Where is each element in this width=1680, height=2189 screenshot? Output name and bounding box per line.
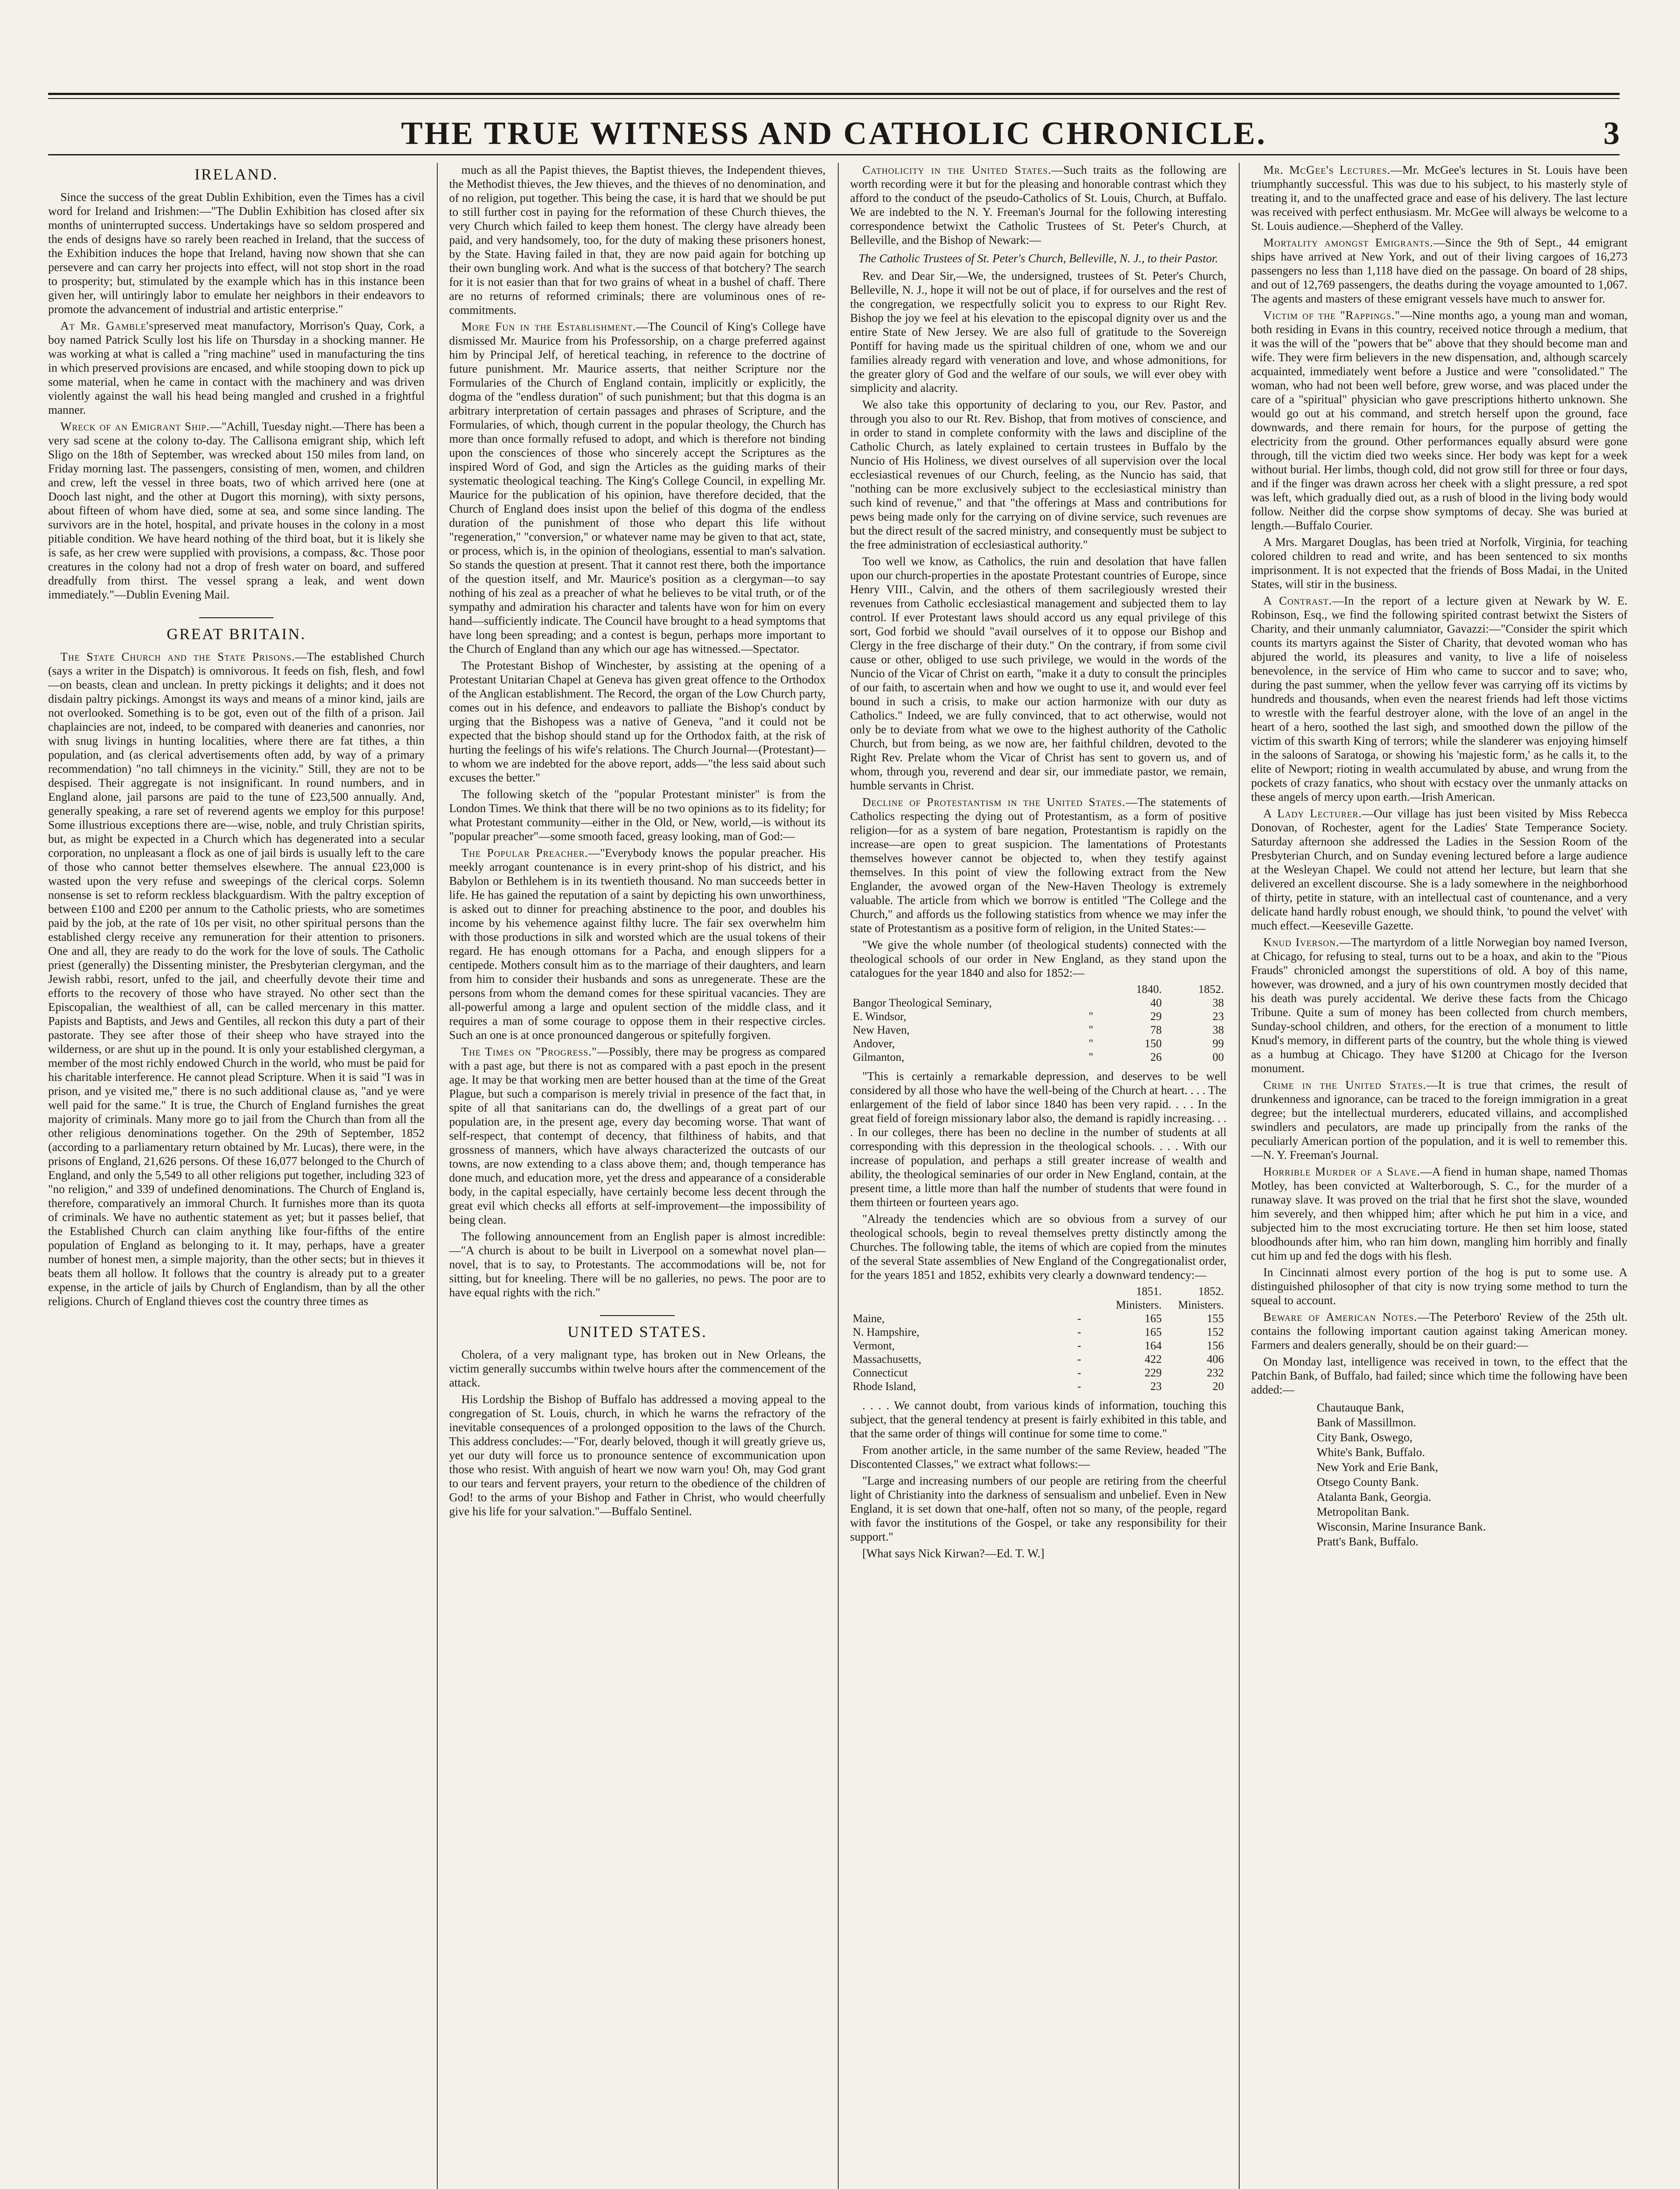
table-header-cell: 1852. — [1198, 983, 1224, 996]
article-lead: At Mr. Gamble's — [60, 319, 154, 332]
article-paragraph — [1251, 594, 1627, 804]
article-text: "Already the tendencies which are so obvious from a survey of our theological schools, begin to reveal themselves pretty distinctly among the Churches. The following table, the items of which are copied from the minutes of the several State assemblies of New England of the Congregationalist order, for the years 1851 and 1852, exhibits very clearly a downward tendency:— — [850, 1212, 1227, 1281]
article-lead: Victim of the "Rappings." — [1263, 309, 1400, 322]
bank-name: Otsego County Bank. — [1317, 1475, 1419, 1489]
article-text: Rev. and Dear Sir,—We, the undersigned, trustees of St. Peter's Church, Belleville, N. J., hope it will not be out of place, if for ourselves and the rest of the congregation, we respectfully solicit you to express to our Right Rev. Bishop the joy we feel at his elevation to the episcopal dignity over us and the entire State of New Jersey. We are also full of gratitude to the Sovereign Pontiff for having made us the spiritual children of one, whom we and our families already regard with veneration and love, and whose admonitions, for the greater glory of God and the welfare of our souls, we will ever obey with simplicity and alacrity. — [850, 269, 1227, 394]
article-lead: The Times on "Progress." — [461, 1045, 597, 1058]
table-header-cell — [1086, 982, 1102, 996]
article-lead: Mr. McGee's Lectures. — [1263, 163, 1391, 176]
article-lead: Knud Iverson. — [1263, 936, 1339, 949]
table-cell: 422 — [1145, 1353, 1162, 1365]
article-paragraph — [1251, 1355, 1627, 1397]
article-text: —The Peterboro' Review of the 25th ult. contains the following important caution against taking American money. Farmers and dealers generally, should be on their guard:— — [1251, 1310, 1627, 1351]
bank-name: Metropolitan Bank. — [1317, 1505, 1409, 1518]
table-row — [850, 1325, 1227, 1339]
article-lead: A Lady Lecturer. — [1263, 807, 1362, 820]
table-cell: 165 — [1145, 1326, 1162, 1338]
article-text: The following announcement from an English paper is almost incredible:—"A church is about to be built in Liverpool on a somewhat novel plan—novel, that is to say, to Protestants. The accommodations will be, not for sitting, but for kneeling. There will be no galleries, no pews. The poor are to have equal rights with the rich." — [449, 1230, 826, 1299]
article-text: The following sketch of the "popular Protestant minister" is from the London Times. We think that there will be no two opinions as to its fidelity; for what Protestant community—either in the Old, or New, world,—is without its "popular preacher"—some smooth faced, greasy looking, man of God:— — [449, 788, 826, 843]
article-paragraph — [850, 1546, 1227, 1560]
table-cell: 152 — [1207, 1326, 1224, 1338]
article-text: Too well we know, as Catholics, the ruin and desolation that have fallen upon our church-properties in the apostate Protestant countries of Europe, since Henry VIII., Calvin, and the others of them sacrilegiously wrested their revenues from Catholic ecclesiastical management and subjected them to lay control. If ever Protestant laws should accord us any equal privilege of this sort, God forbid we should "avail ourselves of it to oppose our Bishop and Clergy in the free discharge of their duty." On the contrary, if from some civil cause or other, obliged to use such privilege, we would in the words of the Nuncio of the Vicar of Christ on earth, "make it a duty to consult the principles of our faith, to ascertain when and how we ought to use it, and would ever feel bound in such a crisis, to make our action harmonize with our duty as Catholics." Indeed, we are fully convinced, that to act otherwise, would not only be to deviate from what we owe to the highest authority of the Catholic Church, but from being, as we now are, her faithful children, devoted to the Right Rev. Prelate whom the Vicar of Christ has sent to govern us, and of whom, through you, reverend and dear sir, our immediate pastor, we remain, humble servants in Christ. — [850, 555, 1227, 792]
article-paragraph — [850, 1212, 1227, 1282]
article-paragraph — [449, 163, 826, 317]
table-cell: Maine, — [853, 1312, 885, 1325]
table-cell: Andover, — [853, 1037, 895, 1050]
article-text: Cholera, of a very malignant type, has broken out in New Orleans, the victim generally succumbs within twelve hours after the commencement of the attack. — [449, 1348, 826, 1389]
table-cell: - — [1077, 1312, 1081, 1325]
article-paragraph — [48, 419, 425, 602]
table-header-row — [850, 982, 1227, 996]
table-cell: 406 — [1207, 1353, 1224, 1365]
article-text: [What says Nick Kirwan?—Ed. T. W.] — [862, 1547, 1044, 1560]
table-header-cell: 1852. Ministers. — [1178, 1285, 1224, 1311]
column-2 — [449, 163, 826, 2189]
table-cell: E. Windsor, — [853, 1010, 907, 1023]
table-cell: 99 — [1213, 1037, 1224, 1050]
article-paragraph — [850, 269, 1227, 395]
article-lead: Mortality amongst Emigrants. — [1263, 236, 1434, 249]
article-paragraph — [1251, 308, 1627, 532]
bank-name: Pratt's Bank, Buffalo. — [1317, 1535, 1419, 1548]
article-paragraph — [1251, 1165, 1627, 1263]
article-text: —"Achill, Tuesday night.—There has been a very sad scene at the colony to-day. The Callisona emigrant ship, which left Sligo on the 18th of September, was wrecked about 150 miles from land, on Friday morning last. The passengers, consisting of men, women, and children and crew, left the vessel in three boats, two of which arrived here (one at Dooch last night, and the other at Dugort this morning), with sixty persons, about fifteen of whom have died, some at sea, and some since landing. The survivors are in the hotel, hospital, and private houses in the colony in a most pitiable condition. We have heard nothing of the third boat, but it is likely she is safe, as her crew were supplied with provisions, a compass, &c. Those poor creatures in the colony had not a drop of fresh water on board, and suffered dreadfully from thirst. The vessel sprang a leak, and went down immediately."—Dublin Evening Mail. — [48, 420, 425, 601]
article-text: —Our village has just been visited by Miss Rebecca Donovan, of Rochester, agent for the Ladies' State Temperance Society. Saturday afternoon she addressed the Ladies in the Session Room of the Presbyterian Church, and on Sunday evening lectured before a large audience at the Wesleyan Chapel. We could not attend her lecture, but learn that she delivered an excellent discourse. She is a lady somewhere in the neighborhood of thirty, petite in stature, with an intellectual cast of countenance, and a very delicate hand hardly robust enough, we should think, 'to pound the velvet' with much effect.—Keeseville Gazette. — [1251, 807, 1627, 932]
article-lead: Horrible Murder of a Slave. — [1263, 1165, 1420, 1178]
article-text: "This is certainly a remarkable depression, and deserves to be well considered by all those who have the well-being of the Church at heart. . . . The enlargement of the field of labor since 1840 has been very rapid. . . . In the great field of foreign missionary labor also, the demand is rapidly increasing. . . . In our colleges, there has been no decline in the number of students at all corresponding with this depression in the theological schools. . . . With our increase of population, and perhaps a still greater increase of wealth and ability, the theological seminaries of our order in New England, contain, at the present time, a little more than half the number of students that were found in them thirteen or fourteen years ago. — [850, 1070, 1227, 1209]
article-paragraph — [449, 658, 826, 785]
table-cell: 78 — [1150, 1024, 1162, 1036]
table-header-cell — [850, 982, 1086, 996]
table-cell: N. Hampshire, — [853, 1326, 920, 1338]
bank-list — [1317, 1400, 1627, 1549]
table-cell: 40 — [1150, 996, 1162, 1009]
article-lead: More Fun in the Establishment. — [461, 320, 636, 333]
article-text: Since the success of the great Dublin Exhibition, even the Times has a civil word for Ireland and Irishmen:—"The Dublin Exhibition has closed after six months of uninterrupted success. Undertakings have so seldom prospered and the ends of designs have so rarely been reached in Ireland, that the success of the Exhibition induces the hope that Ireland, having now shown that she can persevere and can carry her projects into effect, will not stop short in the road to prosperity; but, stimulated by the example which has in this instance been given her, will untiringly labor to emulate her neighbors in their endeavors to promote the advancement of industrial and artistic enterprise." — [48, 190, 425, 316]
article-text: A Mrs. Margaret Douglas, has been tried at Norfolk, Virginia, for teaching colored children to read and write, and has been sentenced to six months imprisonment. It is not expected that the friends of Boss Madai, in the United States, will stir in the business. — [1251, 535, 1627, 591]
bank-name: White's Bank, Buffalo. — [1317, 1446, 1425, 1459]
table-row — [850, 1050, 1227, 1064]
table-cell: 165 — [1145, 1312, 1162, 1325]
table-row — [850, 1037, 1227, 1050]
table-cell: Vermont, — [853, 1339, 895, 1352]
letter-heading: The Catholic Trustees of St. Peter's Church, Belleville, N. J., to their Pastor. — [858, 252, 1218, 265]
article-text: —Mr. McGee's lectures in St. Louis have been triumphantly successful. This was due to his subject, to his masterly style of treating it, and to the unaffected grace and ease of his delivery. The last lecture was received with perfect enthusiasm. Mr. McGee will always be welcome to a St. Louis audience.—Shepherd of the Valley. — [1251, 163, 1627, 232]
section-rule — [199, 617, 274, 618]
article-paragraph — [1251, 163, 1627, 233]
article-paragraph — [449, 1348, 826, 1390]
article-paragraph — [850, 1398, 1227, 1440]
article-paragraph — [449, 1045, 826, 1227]
bank-name: Wisconsin, Marine Insurance Bank. — [1317, 1520, 1486, 1533]
section-heading: GREAT BRITAIN. — [166, 625, 306, 643]
article-paragraph — [850, 1069, 1227, 1209]
table-cell: 23 — [1150, 1380, 1162, 1393]
table-header-cell — [1075, 1285, 1102, 1312]
article-lead: The State Church and the State Prisons. — [60, 650, 295, 663]
table-row — [850, 1312, 1227, 1325]
article-paragraph — [850, 1443, 1227, 1471]
article-text: The Protestant Bishop of Winchester, by assisting at the opening of a Protestant Unitarian Chapel at Geneva has given great offence to the Orthodox of the Anglican establishment. The Record, the organ of the Low Church party, comes out in his defence, and endeavors to palliate the Bishop's conduct by urging that the Bishopess was a native of Geneva, "and it could not be expected that the bishop should stand up for the Orthodox faith, at the risk of hurting the feelings of his wife's relations. The Church Journal—(Protestant)—to whom we are indebted for the above report, adds—"the less said about such excuses the better." — [449, 659, 826, 784]
article-paragraph — [1251, 1265, 1627, 1307]
table-cell: Gilmanton, — [853, 1051, 904, 1063]
masthead-rule-thin — [48, 98, 1620, 99]
table-cell: Rhode Island, — [853, 1380, 916, 1393]
article-text: —The Council of King's College have dismissed Mr. Maurice from his Professorship, on a charge preferred against him by Principal Jelf, of heretical teaching, in reference to the doctrine of future punishment. Mr. Maurice asserts, that neither Scripture nor the Formularies of the Church of England contain, implicitly or explicitly, the dogma of the "endless duration" of such punishment; but that this dogma is an arbitrary interpretation of certain passages and phrases of Scripture, and the Formularies, of which, though current in the popular theology, the Church has more than once formally refused to adopt, and which is therefore not binding upon the consciences of those who sincerely accept the Scriptures as the inspired Word of God, and sign the Articles as the guiding marks of their systematic theological teaching. The King's College Council, in expelling Mr. Maurice for the publication of his opinion, have therefore decided, that the Church of England does insist upon the belief of this dogma of the endless duration of the punishment of those who depart this life without "regeneration," "conversion," or whatever name may be given to that act, state, or process, which is, in the opinion of theologians, essential to man's salvation. So stands the question at present. That it cannot rest there, both the importance of the question itself, and Mr. Maurice's position as a clergyman—to say nothing of his zeal as a preacher of what he believes to be vital truth, or of the sympathy and admiration his character and talents have won for him on every hand—sufficiently indicate. The Council have brought to a head symptoms that have long been spreading; and a contest is begun, perhaps more important to the Church of England than any which our age has witnessed.—Spectator. — [449, 320, 826, 655]
article-lead: A Contrast. — [1263, 594, 1332, 607]
masthead-rule-bottom — [48, 154, 1620, 155]
bank-name: Chautauque Bank, — [1317, 1401, 1404, 1414]
article-text: —Such traits as the following are worth recording were it but for the pleasing and honorable contrast which they afford to the conduct of the pseudo-Catholics of St. Louis, Church, at Buffalo. We are indebted to the N. Y. Freeman's Journal for the following interesting correspondence betwixt the Catholic Trustees of St. Peter's Church, at Belleville, and the Bishop of Newark:— — [850, 163, 1227, 246]
table-cell: - — [1077, 1353, 1081, 1365]
article-lead: The Popular Preacher. — [461, 846, 588, 859]
article-paragraph — [1251, 236, 1627, 306]
section-rule — [600, 1315, 675, 1316]
article-paragraph — [1251, 1078, 1627, 1162]
table-row — [850, 996, 1227, 1010]
article-lead: Crime in the United States. — [1263, 1078, 1427, 1091]
table-cell: 26 — [1150, 1051, 1162, 1063]
table-cell: - — [1077, 1380, 1081, 1393]
bank-name: Bank of Massillmon. — [1317, 1416, 1416, 1429]
statistics-table — [850, 982, 1227, 1064]
table-cell: " — [1089, 1024, 1093, 1036]
article-paragraph — [449, 1229, 826, 1299]
table-cell: " — [1089, 1037, 1093, 1050]
article-text: —Nine months ago, a young man and woman, both residing in Evans in this country, received notice through a medium, that it was the will of the "powers that be" above that they should become man and wife. They were firm believers in the new dispensation, and, although scarcely acquainted, immediately went before a Justice and were "consolidated." The woman, who had not been well before, grew worse, and was placed under the care of a "spiritual" physician who gave prescriptions hitherto unknown. She would go out at his command, and stretch herself upon the ground, face downwards, and there remain for hours, for the purpose of getting the electricity from the ground. Other performances equally absurd were gone through, till the victim died two weeks since. Her body was kept for a week without burial. Her limbs, though cold, did not grow still for three or four days, and if the finger was drawn across her cheek with a slight pressure, a red spot was left, which gradually died out, as a rush of blood in the living body would follow. Neither did the corpse show symptoms of decay. She was buried at length.—Buffalo Courier. — [1251, 309, 1627, 532]
article-text: . . . . We cannot doubt, from various kinds of information, touching this subject, that the general tendency at present is fairly exhibited in this table, and that the same order of things will continue for some time to come." — [850, 1399, 1227, 1440]
table-row — [850, 1010, 1227, 1023]
article-lead: Decline of Protestantism in the United States. — [862, 795, 1126, 809]
article-paragraph — [48, 319, 425, 417]
statistics-table — [850, 1285, 1227, 1393]
table-cell: 29 — [1150, 1010, 1162, 1023]
table-cell: 229 — [1145, 1366, 1162, 1379]
table-header-cell: 1840. — [1136, 983, 1162, 996]
section-heading: UNITED STATES. — [567, 1323, 707, 1341]
article-text: We also take this opportunity of declaring to you, our Rev. Pastor, and through you also to our Rt. Rev. Bishop, that from motives of conscience, and in order to stand in complete conformity with the laws and discipline of the Catholic Church, as lately explained to certain trustees in Buffalo by the Nuncio of His Holiness, we divest ourselves of all supervision over the local ecclesiastical revenues of our Church, feeling, as the Nuncio has said, that "nothing can be more exclusively subject to the ecclesiastical ministry than such kind of revenue," and that "the offerings at Mass and contributions for pews being made only for the carrying on of divine service, such revenues are but the direct result of the sacred ministry, and consequently must be subject to the free administration of ecclesiastical authority." — [850, 398, 1227, 551]
article-paragraph — [850, 163, 1227, 247]
article-text: —The martyrdom of a little Norwegian boy named Iverson, at Chicago, for refusing to steal, turns out to be a hoax, and akin to the "Pious Frauds" chronicled amongst the superstitions of old. A boy of this name, however, was drowned, and a jury of his own countrymen mostly decided that his death was purely accidental. We derive these facts from the Chicago Tribune. Quite a sum of money has been collected from church members, Sunday-school children, and others, for the erection of a monument to little Knud's memory, in different parts of the country, but the whole thing is viewed as a humbug at Chicago. They have $1200 at Chicago for the Iverson monument. — [1251, 936, 1627, 1075]
table-cell: 156 — [1207, 1339, 1224, 1352]
article-paragraph — [850, 938, 1227, 980]
article-text: In Cincinnati almost every portion of the hog is put to some use. A distinguished philosopher of that city is now trying some method to turn the squeal to account. — [1251, 1266, 1627, 1307]
column-divider — [1239, 163, 1240, 2189]
masthead — [48, 108, 1620, 150]
bank-name: City Bank, Oswego, — [1317, 1431, 1413, 1444]
table-cell: 232 — [1207, 1366, 1224, 1379]
table-cell: Massachusetts, — [853, 1353, 921, 1365]
table-row — [850, 1352, 1227, 1366]
column-divider — [838, 163, 839, 2189]
table-row — [850, 1023, 1227, 1037]
table-header-cell — [850, 1285, 1075, 1312]
table-cell: 23 — [1213, 1010, 1224, 1023]
article-text: On Monday last, intelligence was received in town, to the effect that the Patchin Bank, of Buffalo, had failed; since which time the following have been added:— — [1251, 1355, 1627, 1396]
column-3 — [850, 163, 1227, 2189]
column-4 — [1251, 163, 1627, 2189]
article-paragraph — [449, 787, 826, 843]
table-cell: " — [1089, 1051, 1093, 1063]
article-paragraph — [850, 554, 1227, 792]
table-header-row — [850, 1285, 1227, 1312]
table-row — [850, 1339, 1227, 1352]
column-divider — [437, 163, 438, 2189]
article-text: —Since the 9th of Sept., 44 emigrant ships have arrived at New York, and out of their living cargoes of 16,273 passengers no less than 1,118 have died on the passage. On board of 28 ships, and out of 12,769 passengers, the deaths during the voyage amounted to 1,067. The agents and masters of these emigrant vessels have much to answer for. — [1251, 236, 1627, 305]
table-cell: Connecticut — [853, 1366, 908, 1379]
table-cell: Bangor Theological Seminary, — [853, 996, 992, 1009]
section-heading: IRELAND. — [194, 165, 278, 183]
table-cell: 38 — [1213, 1024, 1224, 1036]
article-paragraph — [850, 1474, 1227, 1544]
table-cell: " — [1089, 1010, 1093, 1023]
table-cell: 150 — [1145, 1037, 1162, 1050]
article-lead: Wreck of an Emigrant Ship. — [60, 420, 210, 433]
table-cell: 155 — [1207, 1312, 1224, 1325]
article-text: —The statements of Catholics respecting the dying out of Protestantism, as a form of positive religion—for as a system of bare negation, Protestantism is rapidly on the increase—are open to great suspicion. The lamentations of Protestants themselves however cannot be objected to, when they testify against themselves. In this point of view the following extract from the New Englander, the avowed organ of the New-Haven Theology is extremely valuable. The article from which we borrow is entitled "The College and the Church," and affords us the following statistics from whence we may infer the state of Protestantism as a positive form of religion, in the United States:— — [850, 795, 1227, 935]
article-text: From another article, in the same number of the same Review, headed "The Discontented Classes," we extract what follows:— — [850, 1443, 1227, 1471]
article-paragraph — [449, 846, 826, 1042]
table-cell: - — [1077, 1366, 1081, 1379]
article-paragraph — [48, 190, 425, 316]
article-text: —"Everybody knows the popular preacher. His meekly arrogant countenance is in every print-shop of his district, and his Babylon or Bethlehem is in its twentieth thousand. No man succeeds better in life. He has gained the reputation of a saint by depicting his own unworthiness, is asked out to dinner for preaching abstinence to the poor, and doubles his income by his vehemence against filthy lucre. The fair sex overwhelm him with those productions in silk and worsted which are the usual tokens of their regard. He has enough ottomans for a Pacha, and enough slippers for a centipede. Mothers consult him as to the marriage of their daughters, and learn from him to consider their husbands and sons as unregenerate. These are the persons from whom the demand comes for these spiritual vacancies. They are all-powerful among a large and opulent section of the middle class, and it requires a man of some courage to oppose them in their respective circles. Such an one is at once pronounced dangerous or spitefully forgiven. — [449, 846, 826, 1042]
article-paragraph — [449, 1392, 826, 1518]
column-1 — [48, 163, 425, 2189]
article-paragraph — [850, 795, 1227, 935]
masthead-rule-top — [48, 93, 1620, 95]
article-text: —The established Church (says a writer in the Dispatch) is omnivorous. It feeds on fish, flesh, and fowl—on beasts, clean and unclean. In pretty pickings it delights; and it does not disdain paltry pickings. Amongst its ways and means of a minor kind, jails are not overlooked. Something is to be got, even out of the filth of a prison. Jail chaplaincies are not, indeed, to be compared with deaneries and canonries, nor with snug livings in hunting localities, where there are fat tithes, a thin population, and (as clerical advertisements often add, by way of a primary recommendation) "no tall chimneys in the vicinity." Still, they are not to be despised. Their aggregate is not insignificant. In round numbers, and in England alone, jail parsons are paid to the tune of £23,500 annually. And, generally speaking, a rare set of reverend agents we employ for this purpose! Some illustrious exceptions there are—wise, noble, and truly Christian spirits, but, as might be expected in a Church which has degenerated into a secular corporation, no unpleasant a flock as one of jail birds is usually left to the care of those who cannot better themselves elsewhere. The annual £23,000 is wasted upon the very refuse and sweepings of the clerical corps. Solemn nonsense is set to reform reckless blackguardism. With the paltry exception of between £100 and £200 per annum to the Catholic priests, who are sometimes paid by the job, at the rate of 10s per visit, no other spiritual persons than the established clergy receive any remuneration for their attention to prisoners. One and all, they are ready to do the work for the love of souls. The Catholic priest (generally) the Dissenting minister, the Presbyterian clergyman, and the Jewish rabbi, resort, unfed to the jail, and cheerfully devote their time and efforts to the recovery of those who have strayed. No other sect than the Episcopalian, the wealthiest of all, can be called mercenary in this matter. Papists and Baptists, and Jews and Gentiles, all reckon this duty a part of their pastorate. They see after those of their sheep who have strayed into the wilderness, or are shut up in the pound. It is only your established clergyman, a member of the most richly endowed Church in the world, who must be paid for his charitable interference. He cannot plead Scripture. When it is said "I was in prison, and ye visited me," there is no such additional clause as, "and ye were well paid for the same." It is true, the Church of England furnishes the great majority of criminals. Many more go to jail from the Church than from all the other religious denominations together. On the 29th of September, 1852 (according to a parliamentary return obtained by Mr. Lucas), there were, in the prisons of England, 21,626 persons. Of these 16,077 belonged to the Church of England, and only the 5,549 to all other religions put together, including 323 of "no religion," and 339 of undefined denominations. The Church of England is, therefore, comparatively an immoral Church. It furnishes more than its quota of criminals. We have no authentic statement as yet; but it passes belief, that the Established Church can claim anything like four-fifths of the entire population of England as belonging to it. It may, perhaps, have a greater number of honest men, a simple majority, than the other sects; but in thieves it beats them all hollow. It follows that the country is already put to a greater expense, in the article of jails by Church of Englandism, than by all the other religions. Church of England thieves cost the country three times as — [48, 650, 425, 1308]
table-cell: - — [1077, 1326, 1081, 1338]
article-paragraph — [1251, 935, 1627, 1075]
article-lead: Catholicity in the United States. — [862, 163, 1051, 176]
article-text: "Large and increasing numbers of our people are retiring from the cheerful light of Christianity into the darkness of sensualism and unbelief. Even in New England, it is set down that one-half, often not so many, of the people, regard with favor the institutions of the Gospel, or take any responsibility for their support." — [850, 1474, 1227, 1543]
article-paragraph — [850, 398, 1227, 552]
article-text: —It is true that crimes, the result of drunkenness and ignorance, can be traced to the foreign immigration in a great degree; but the intellectual murderers, educated villains, and accomplished swindlers and peculators, are made up principally from the ranks of the peculiarly American portion of the population, and it is well to remember this.—N. Y. Freeman's Journal. — [1251, 1078, 1627, 1161]
article-paragraph — [1251, 535, 1627, 591]
newspaper-title: THE TRUE WITNESS AND CATHOLIC CHRONICLE. — [401, 116, 1267, 151]
table-row — [850, 1380, 1227, 1393]
article-paragraph — [449, 320, 826, 656]
table-cell — [1086, 996, 1102, 1010]
table-cell: 00 — [1213, 1051, 1224, 1063]
table-cell: 164 — [1145, 1339, 1162, 1352]
table-cell: 38 — [1213, 996, 1224, 1009]
article-text: preserved meat manufactory, Morrison's Quay, Cork, a boy named Patrick Scully lost his life on Thursday in a shocking manner. He was working at what is called a "ring machine" used in manufacturing the tins in which preserved provisions are encased, and while stooping down to pick up some material, when he came in contact with the machinery and was driven violently against the wall his head being mangled and crushed in a frightful manner. — [48, 319, 425, 416]
article-text: His Lordship the Bishop of Buffalo has addressed a moving appeal to the congregation of St. Louis, church, in which he warns the refractory of the inevitable consequences of a prolonged opposition to the laws of the Church. This address concludes:—"For, dearly beloved, though it will greatly grieve us, yet our duty will force us to pronounce sentence of excommunication upon those who resist. With anguish of heart we now warn you! Oh, may God grant to our tears and fervent prayers, your return to the obedience of the children of God! to the arms of your Bishop and Father in Christ, who would cheerfully give his life for your salvation."—Buffalo Sentinel. — [449, 1393, 826, 1518]
article-paragraph — [48, 650, 425, 1308]
bank-name: Atalanta Bank, Georgia. — [1317, 1490, 1431, 1503]
bank-name: New York and Erie Bank, — [1317, 1461, 1438, 1474]
article-lead: Beware of American Notes. — [1263, 1310, 1418, 1323]
table-row — [850, 1366, 1227, 1380]
article-text: —A fiend in human shape, named Thomas Motley, has been convicted at Walterborough, S. C., for the murder of a runaway slave. It was proved on the trial that he first shot the slave, wounded him severely, and then whipped him; after which he put him in a vice, and subjected him to the most excruciating torture. He then set him loose, stated bloodhounds after him, who ran him down, mangling him horribly and finally cut him up and fed the dogs with his flesh. — [1251, 1165, 1627, 1262]
table-cell: 20 — [1213, 1380, 1224, 1393]
article-paragraph — [1251, 806, 1627, 933]
article-paragraph — [1251, 1310, 1627, 1352]
table-cell: New Haven, — [853, 1024, 910, 1036]
article-text: much as all the Papist thieves, the Baptist thieves, the Independent thieves, the Methodist thieves, the Jew thieves, and the thieves of no denomination, and of no religion, put together. This being the case, it is hard that we should be put to still further cost in paying for the reformation of these Church thieves, the very Church which failed to keep them honest. The clergy have already been paid, and very handsomely, too, for the duty of making these prisoners honest, by the State. Having failed in that, they are now paid again for botching up their own bungling work. And what is the success of that botchery? The search for it is not easier than that for two grains of wheat in a bushel of chaff. There are no returns of reformed criminals; there are voluminous ones of re-commitments. — [449, 163, 826, 317]
table-header-cell: 1851. Ministers. — [1116, 1285, 1162, 1311]
article-text: —In the report of a lecture given at Newark by W. E. Robinson, Esq., we find the following spirited contrast betwixt the Sisters of Charity, and their unmanly calumniator, Gavazzi:—"Consider the spirit which counts its martyrs against the Sister of Charity, that devoted woman who has abjured the world, its pleasures and vanity, to live a life of noiseless benevolence, in the service of Him who came to succor and to save; who, during the past summer, when the yellow fever was carrying off its victims by hundreds and thousands, when even the nearest friends had left those victims to wrestle with the fearful destroyer alone, with the love of an angel in the heart of a hero, soothed the last sigh, and smoothed down the pillow of the victim of this swarth King of terrors; while the slanderer was enjoying himself in the saloons of Saratoga, or showing his 'majestic form,' as he calls it, to the elite of Newport; rioting in wealth accumulated by abuse, and wrung from the pockets of crazy fanatics, who shout with ecstacy over the unmanly attacks on these angels of mercy upon earth.—Irish American. — [1251, 594, 1627, 803]
table-cell: - — [1077, 1339, 1081, 1352]
article-text: "We give the whole number (of theological students) connected with the theological schools of our order in New England, as they stand upon the catalogues for the year 1840 and also for 1852:— — [850, 938, 1227, 979]
article-text: —Possibly, there may be progress as compared with a past age, but there is not as compared with a past epoch in the present age. It may be that working men are better housed than at the time of the Great Plague, but such a comparison is merely trivial in presence of the fact that, in spite of all that sanitarians can do, the dwellings of a great part of our population are, in the present age, every day becoming worse. That want of self-respect, that contempt of decency, that filthiness of habits, and that grossness of manners, which have always characterized the outcasts of our towns, are now extending to a class above them; and, though temperance has done much, and education more, yet the dress and appearance of a considerable body, in the capital especially, have certainly become less decent through the great evil which checks all efforts at self-improvement—the impossibility of being clean. — [449, 1045, 826, 1226]
page-number: 3 — [1603, 116, 1620, 151]
